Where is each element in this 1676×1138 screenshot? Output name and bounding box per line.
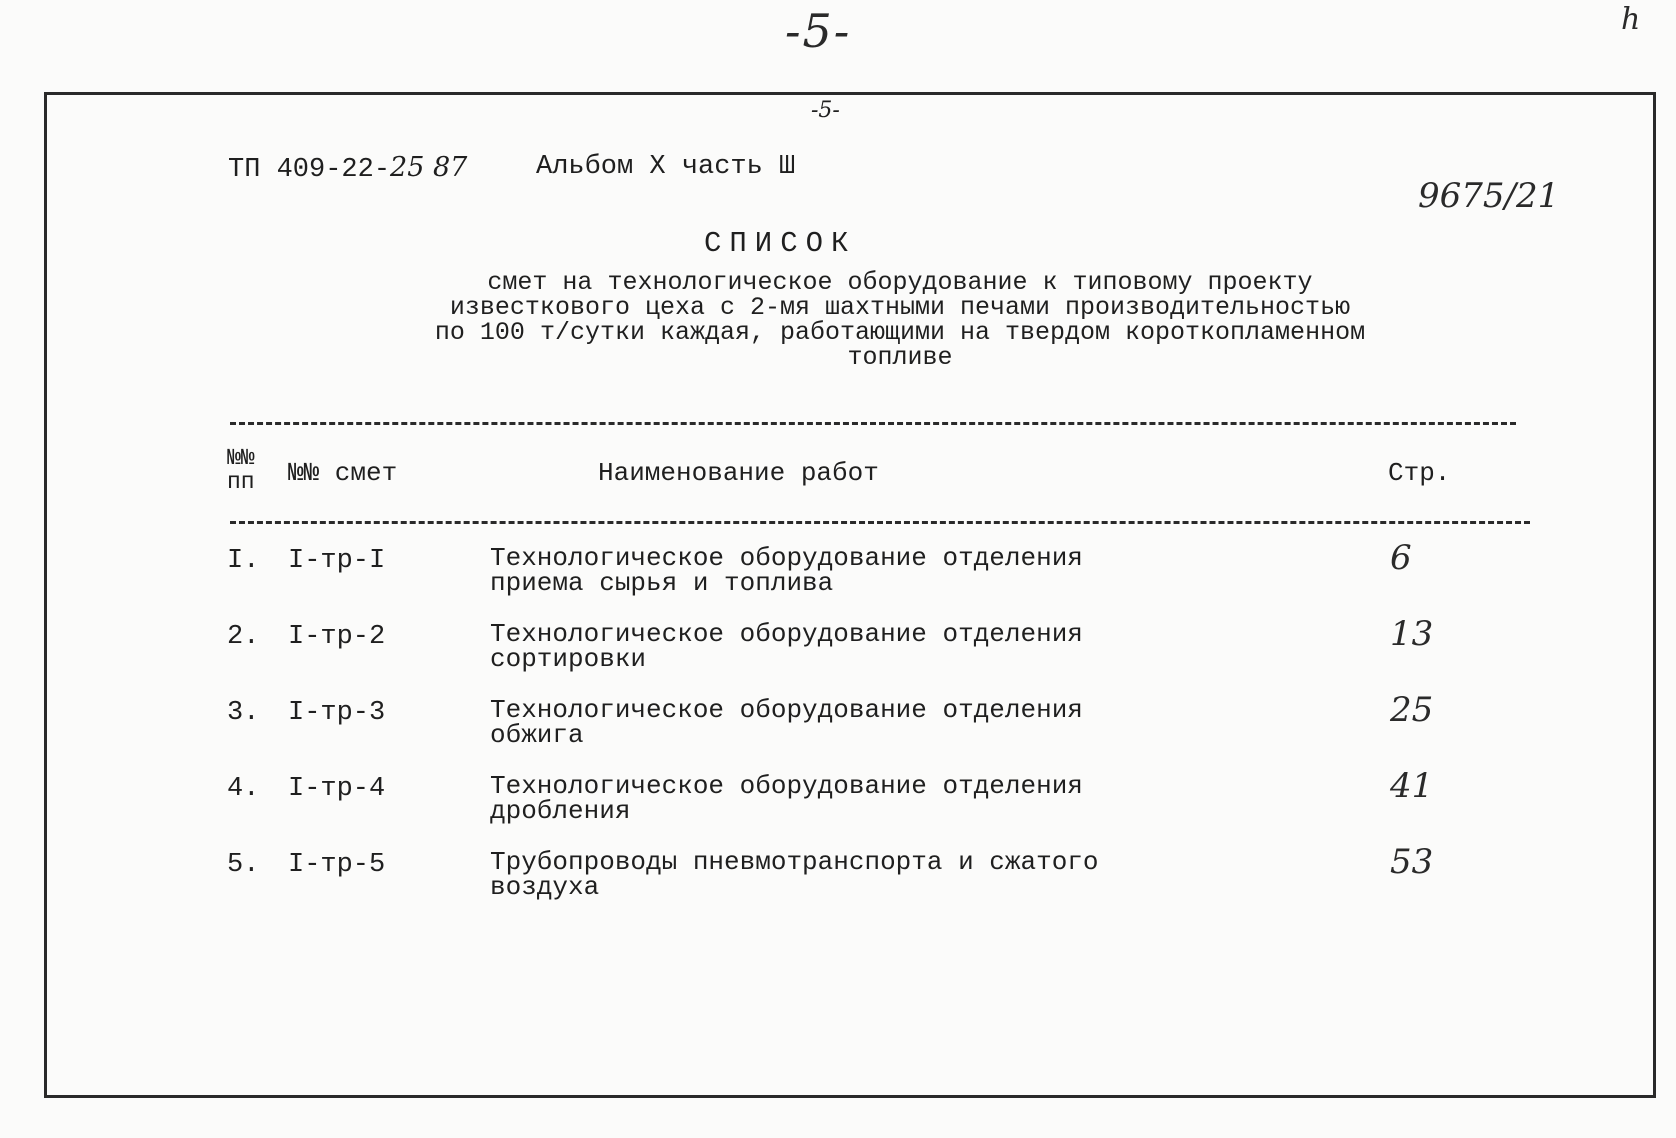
row-work-name: Технологическое оборудование отделения дробления <box>490 771 1083 826</box>
table-divider-header <box>230 521 1530 524</box>
table-row <box>0 614 1676 698</box>
row-page: 13 <box>1390 614 1434 654</box>
table-row <box>0 690 1676 774</box>
row-work-name: Трубопроводы пневмотранспорта и сжатого воздуха <box>490 847 1099 902</box>
document-title: СПИСОК <box>704 227 857 260</box>
table-divider-top <box>230 422 1516 425</box>
corner-mark: h <box>1621 2 1641 37</box>
handwritten-page-number: -5- <box>785 4 852 58</box>
row-estimate-code: I-тр-4 <box>288 774 386 804</box>
row-estimate-code: I-тр-I <box>288 546 386 576</box>
subtitle-line: смет на технологическое оборудование к типовому проекту <box>487 268 1313 297</box>
row-estimate-code: I-тр-2 <box>288 622 386 652</box>
row-number: I. <box>227 546 260 576</box>
table-row <box>0 766 1676 850</box>
document-subtitle <box>400 270 1400 370</box>
table-row <box>0 538 1676 622</box>
header-page: Стр. <box>1388 458 1451 488</box>
album-label: Альбом X часть Ш <box>536 152 796 182</box>
row-page: 6 <box>1390 538 1412 578</box>
row-page: 25 <box>1390 690 1434 730</box>
row-page: 41 <box>1390 766 1434 806</box>
row-number: 2. <box>227 622 260 652</box>
row-page: 53 <box>1390 842 1434 882</box>
row-number: 4. <box>227 774 260 804</box>
row-number: 5. <box>227 850 260 880</box>
inventory-number: 9675/21 <box>1418 176 1560 216</box>
header-work-name: Наименование работ <box>598 458 879 488</box>
inner-page-number: -5- <box>811 98 840 123</box>
row-number: 3. <box>227 698 260 728</box>
row-work-name: Технологическое оборудование отделения приема сырья и топлива <box>490 543 1083 598</box>
document-code-prefix: ТП 409-22- <box>228 155 391 185</box>
header-number: №№ пп <box>227 445 255 495</box>
subtitle-line: топливе <box>847 343 953 372</box>
document-code <box>228 152 467 185</box>
document-code-series: 25 87 <box>390 152 468 183</box>
header-estimate-code: №№ смет <box>288 458 398 488</box>
subtitle-line: известкового цеха с 2-мя шахтными печами производительностью <box>449 293 1351 322</box>
row-work-name: Технологическое оборудование отделения сортировки <box>490 619 1083 674</box>
row-estimate-code: I-тр-5 <box>288 850 386 880</box>
row-estimate-code: I-тр-3 <box>288 698 386 728</box>
subtitle-line: по 100 т/сутки каждая, работающими на твердом короткопламенном <box>434 318 1366 347</box>
row-work-name: Технологическое оборудование отделения обжига <box>490 695 1083 750</box>
table-row <box>0 842 1676 926</box>
